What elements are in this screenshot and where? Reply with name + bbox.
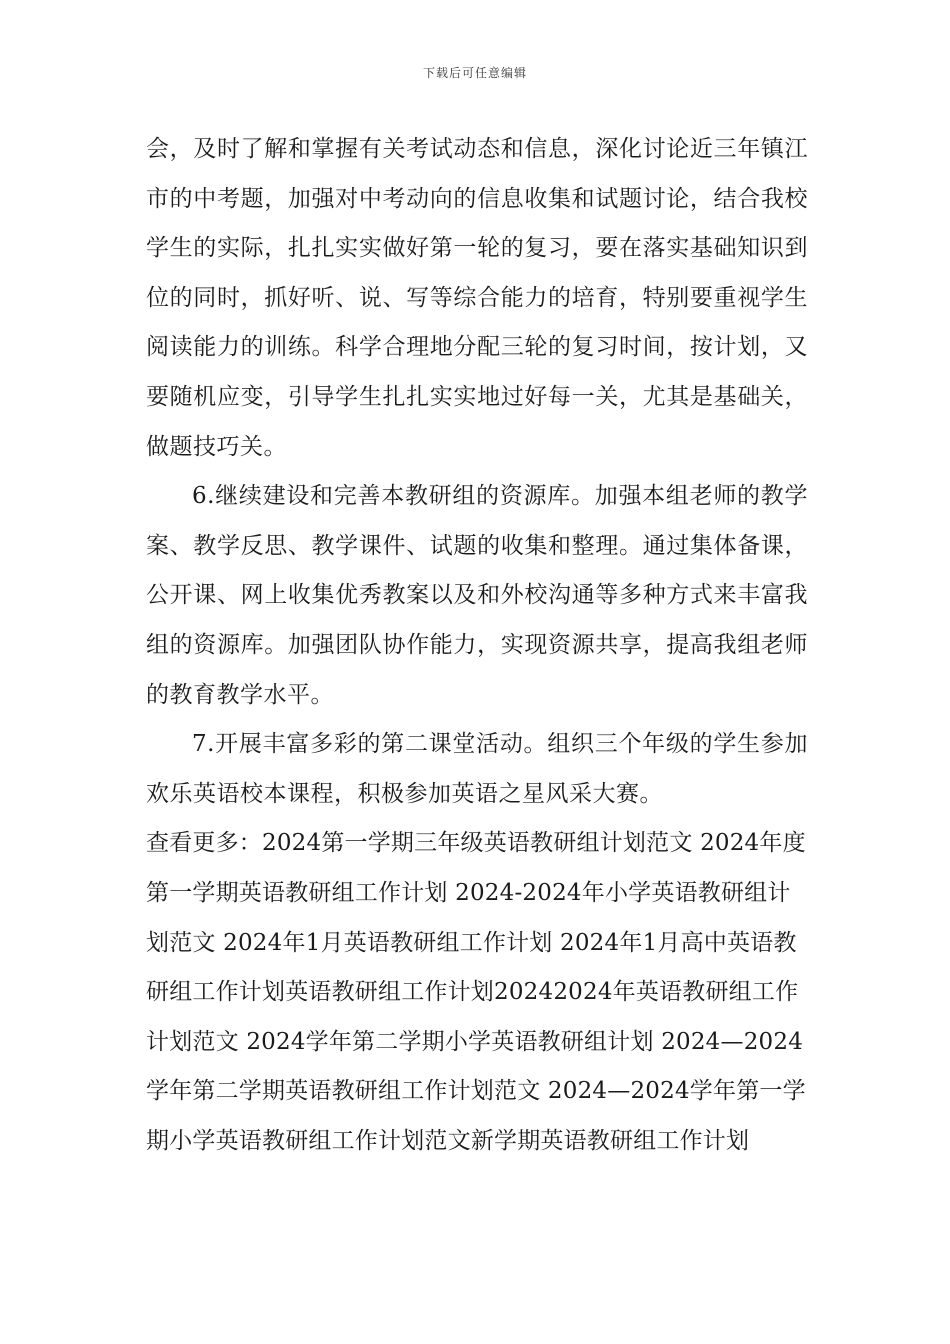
paragraph-review-plan: 会，及时了解和掌握有关考试动态和信息，深化讨论近三年镇江市的中考题，加强对中考动向的信息收集和试题讨论，结合我校学生的实际，扎扎实实做好第一轮的复习，要在落实基础知识到位的同时，抓好听、说、写等综合能力的培育，特别要重视学生阅读能力的训练。科学合理地分配三轮的复习时间，按计划，又要随机应变，引导学生扎扎实实地过好每一关，尤其是基础关，做题技巧关。 xyxy=(146,136,808,460)
related-link[interactable]: 英语教研组工作计划2024 xyxy=(285,979,554,1006)
more-links-section xyxy=(146,819,808,1166)
related-link[interactable]: 2024—2024学年第二学期英语教研组工作计划范文 xyxy=(146,1028,804,1105)
document-body xyxy=(146,125,808,1166)
related-link[interactable]: 2024年度第一学期英语教研组工作计划 xyxy=(146,830,806,906)
related-link-last[interactable]: 新学期英语教研组工作计划 xyxy=(470,1127,750,1154)
paragraph-resource-library: 6.继续建设和完善本教研组的资源库。加强本组老师的教学案、教学反思、教学课件、试题的收集和整理。通过集体备课，公开课、网上收集优秀教案以及和外校沟通等多种方式来丰富我组的资源库。加强团队协作能力，实现资源共享，提高我组老师的教育教学水平。 xyxy=(146,483,808,708)
related-link[interactable]: 2024年1月高中英语教研组工作计划 xyxy=(146,929,797,1006)
related-link[interactable]: 2024年1月英语教研组工作计划 xyxy=(223,929,553,956)
related-link[interactable]: 2024第一学期三年级英语教研组计划范文 xyxy=(262,830,693,857)
related-link[interactable]: 2024—2024学年第一学期小学英语教研组工作计划范文 xyxy=(146,1078,806,1154)
paragraph-second-classroom: 7.开展丰富多彩的第二课堂活动。组织三个年级的学生参加欢乐英语校本课程，积极参加英语之星风采大赛。 xyxy=(146,731,808,807)
related-link[interactable]: 2024-2024年小学英语教研组计划范文 xyxy=(146,879,791,956)
related-link[interactable]: 2024学年第二学期小学英语教研组计划 xyxy=(246,1028,654,1055)
more-label: 查看更多： xyxy=(146,830,262,857)
related-link[interactable]: 2024年英语教研组工作计划范文 xyxy=(146,979,799,1055)
page-header-note: 下载后可任意编辑 xyxy=(422,66,527,80)
